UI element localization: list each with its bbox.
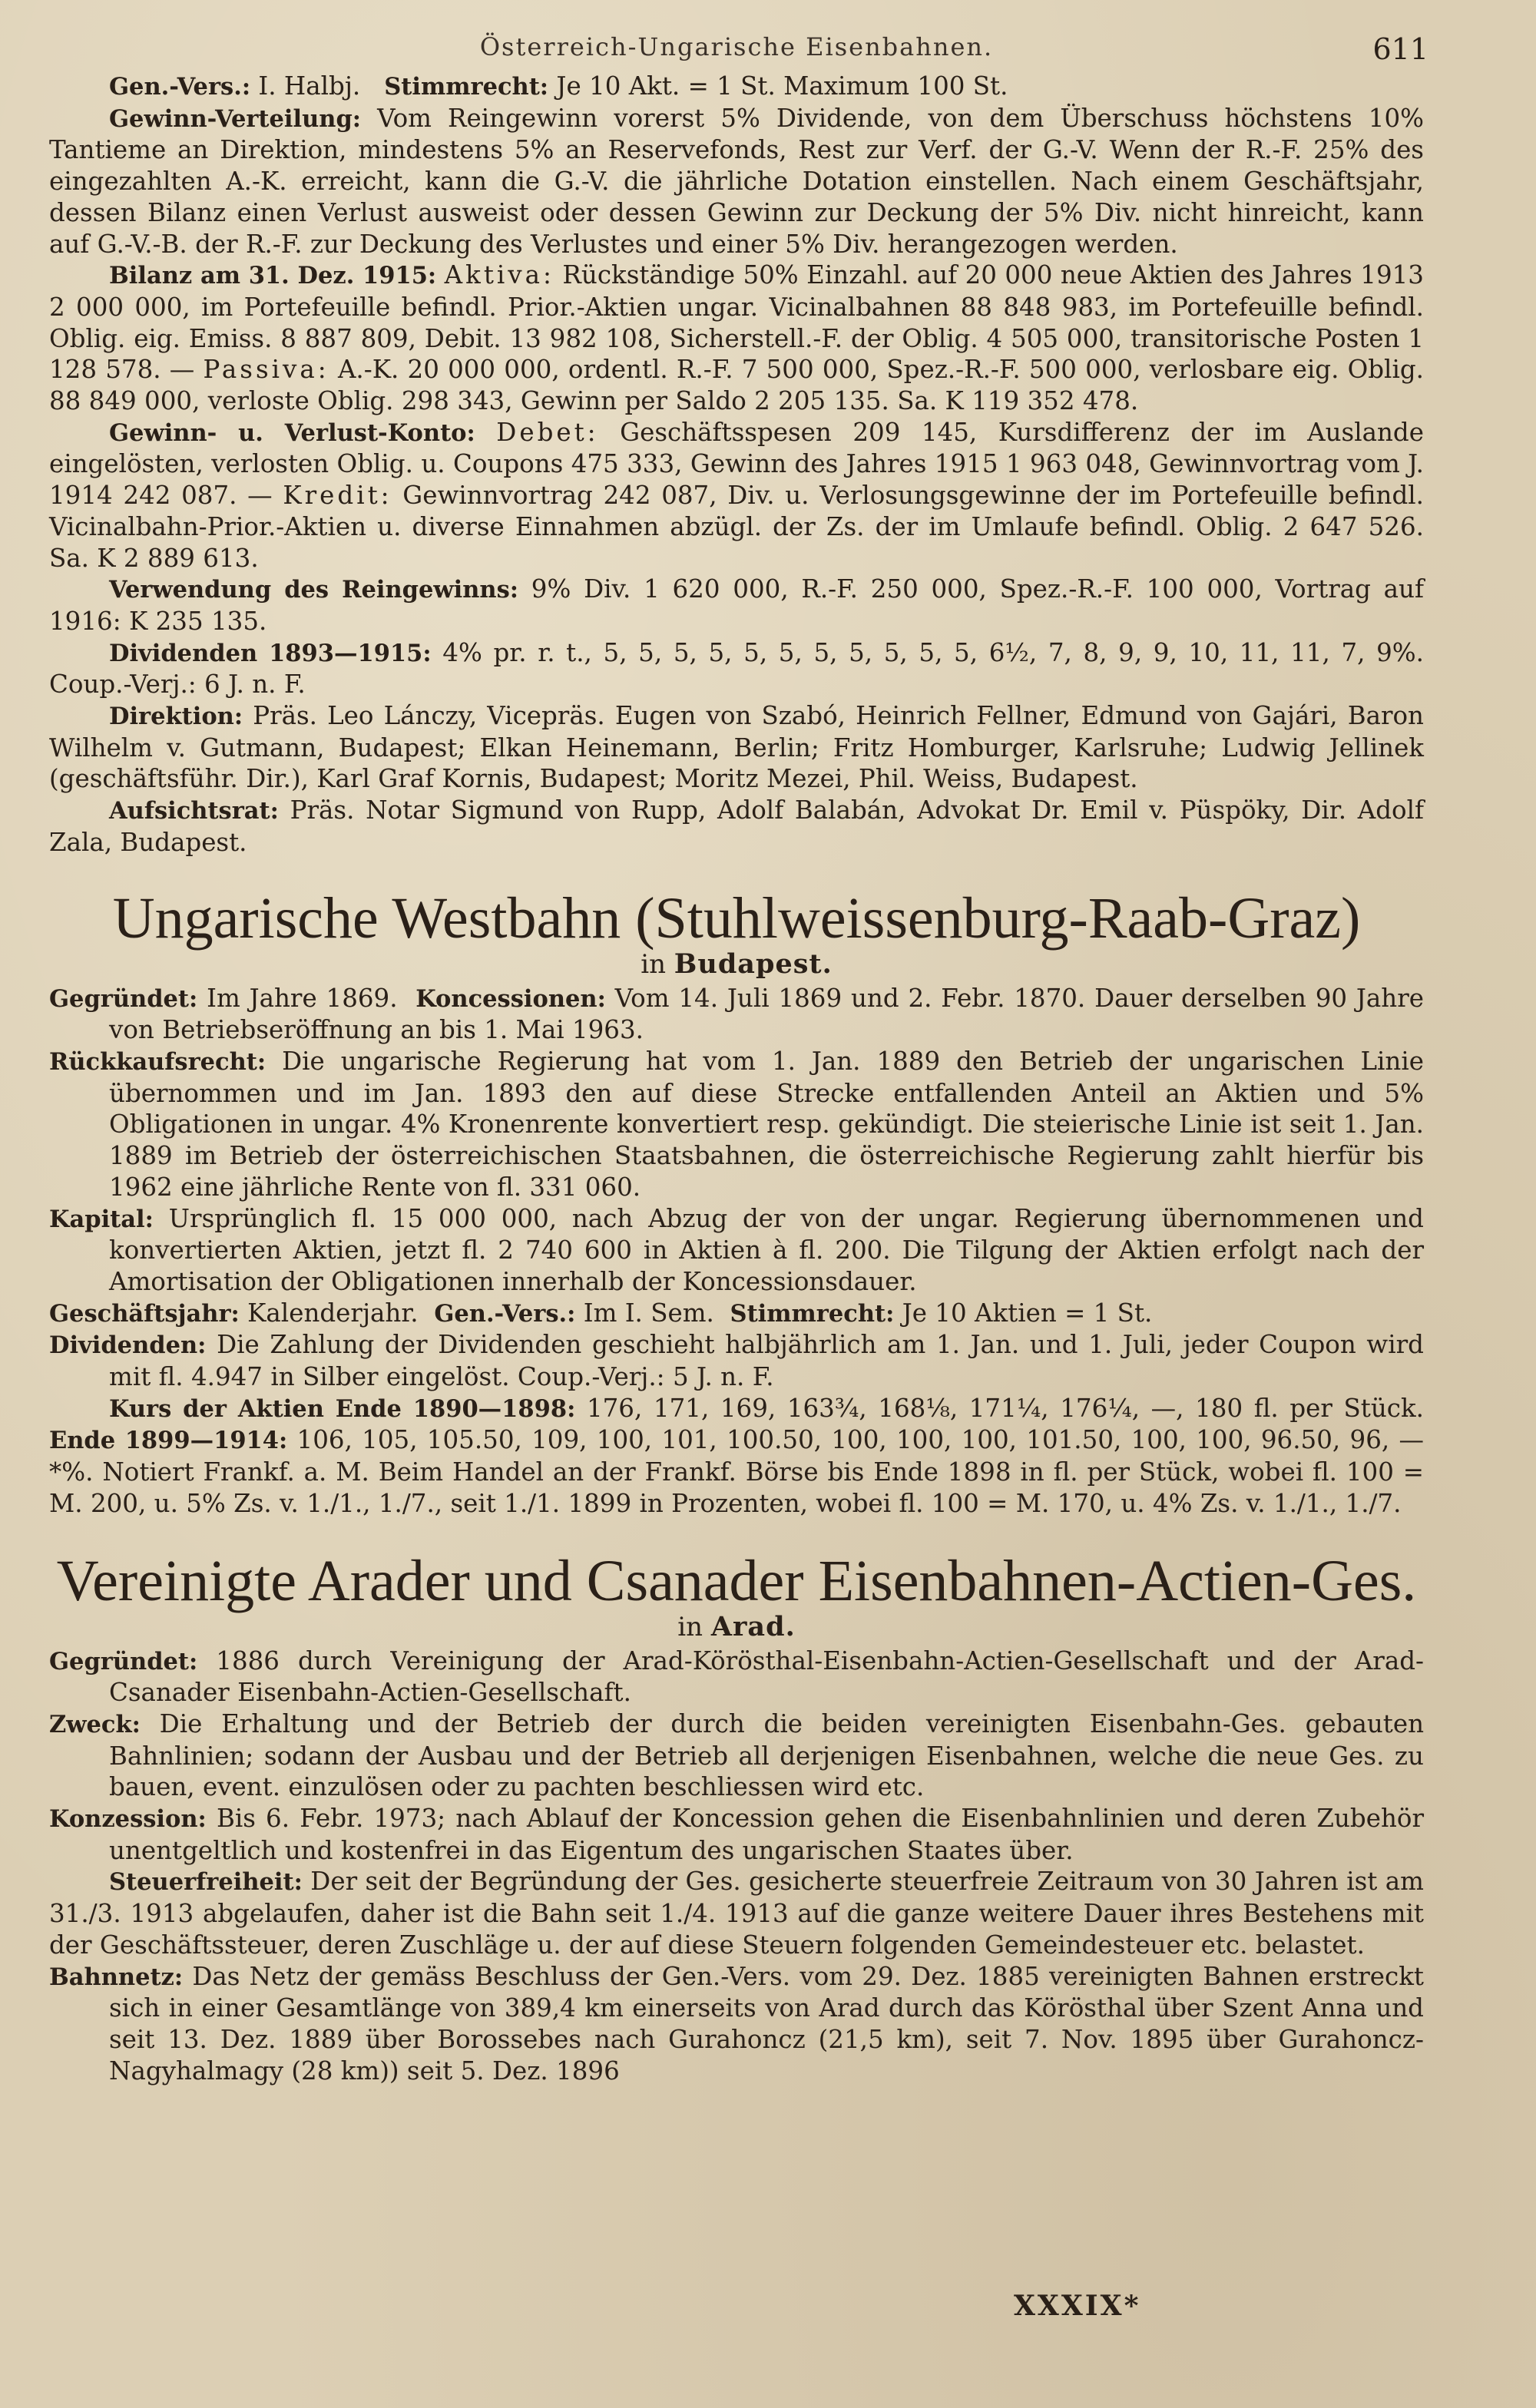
genvers-label: Gen.-Vers.: <box>434 1299 576 1328</box>
passiva-text: A.-K. 20 000 000, ordentl. R.-F. 7 500 000, Spez.-R.-F. 500 000, verlosbare eig. Oblig. 88 849 000, verloste Oblig. 298 343, Gewinn per Saldo 2 205 135. Sa. K 119 352 478. <box>49 355 1424 416</box>
gegruendet3-text: 1886 durch Vereinigung der Arad-Körösthal-Eisenbahn-Actien-Gesellschaft und der Arad-Csanader Eisenbahn-Actien-Gesellschaft. <box>109 1646 1424 1708</box>
geschaeftsjahr-text: Kalenderjahr. <box>247 1298 419 1328</box>
section-title-westbahn: Ungarische Westbahn (Stuhlweissenburg-Raab-Graz) <box>112 885 1361 951</box>
bilanz <box>49 260 1424 417</box>
geschaeftsjahr <box>49 1298 1424 1330</box>
aufsichtsrat <box>49 795 1424 858</box>
dividenden <box>49 637 1424 700</box>
section-location-westbahn <box>49 949 1424 980</box>
signature-mark: XXXIX* <box>1014 2290 1141 2322</box>
konzession-text: Bis 6. Febr. 1973; nach Ablauf der Koncession gehen die Eisenbahnlinien und deren Zubehör unentgeltlich und kostenfrei in das Eigentum des ungarischen Staates über. <box>109 1804 1424 1865</box>
aufsichtsrat-text: Präs. Notar Sigmund von Rupp, Adolf Balabán, Advokat Dr. Emil v. Püspöky, Dir. Adolf Zala, Budapest. <box>49 796 1424 857</box>
gen-vers-text: I. Halbj. <box>258 71 361 101</box>
kurs-der-aktien <box>49 1393 1424 1520</box>
section-title-arad: Vereinigte Arader und Csanader Eisenbahnen-Actien-Ges. <box>56 1548 1417 1613</box>
verwendung <box>49 574 1424 637</box>
stimmrecht2-label: Stimmrecht: <box>730 1299 895 1328</box>
kapital-text: Ursprünglich fl. 15 000 000, nach Abzug der von der ungar. Regierung übernommenen und konvertierten Aktien, jetzt fl. 2 740 600 in Aktien à fl. 200. Die Tilgung der Aktien erfolgt nach der Amortisation der Obligationen innerhalb der Koncessionsdauer. <box>109 1203 1424 1296</box>
debet-text: Geschäftsspesen 209 145, Kursdifferenz der im Auslande eingelösten, verlosten Oblig. u. Coupons 475 333, Gewinn des Jahres 1915 1 963 048, Gewinnvortrag vom J. 1914 242 087. — <box>49 417 1424 511</box>
kredit-label: Kredit: <box>283 481 392 511</box>
bilanz-label: Bilanz am 31. Dez. 1915: <box>109 262 437 290</box>
gegruendet-text: Im Jahre 1869. <box>207 983 398 1013</box>
aktiva-label: Aktiva: <box>444 260 554 290</box>
zweck-text: Die Erhaltung und der Betrieb der durch die beiden vereinigten Eisenbahn-Ges. gebauten Bahnlinien; sodann der Ausbau und der Betrieb all derjenigen Eisenbahnen, welche die neue Ges. zu bauen, event. einzulösen oder zu pachten beschliessen wird etc. <box>109 1708 1424 1802</box>
koncessionen-label: Koncessionen: <box>415 984 606 1013</box>
gegruendet3-label: Gegründet: <box>49 1647 198 1675</box>
gewinn-verlust-konto <box>49 417 1424 574</box>
gen-vers-label: Gen.-Vers.: <box>109 73 251 101</box>
rueckkaufsrecht <box>49 1046 1424 1203</box>
steuerfreiheit <box>49 1866 1424 1960</box>
steuerfreiheit-label: Steuerfreiheit: <box>109 1868 303 1897</box>
gewinn-verteilung-label: Gewinn-Verteilung: <box>109 104 362 133</box>
verwendung-text: 9% Div. 1 620 000, R.-F. 250 000, Spez.-R.-F. 100 000, Vortrag auf 1916: K 235 135. <box>49 574 1425 636</box>
aktiva-text: Rückständige 50% Einzahl. auf 20 000 neue Aktien des Jahres 1913 2 000 000, im Portefeuille befindl. Prior.-Aktien ungar. Vicinalbahnen 88 848 983, im Portefeuille befindl. Oblig. eig. Emiss. 8 887 809, Debit. 13 982 108, Sicherstell.-F. der Oblig. 4 505 000, transitorische Posten 1 128 578. — <box>49 260 1424 385</box>
passiva-label: Passiva: <box>203 355 329 385</box>
rueckkaufsrecht-text: Die ungarische Regierung hat vom 1. Jan. 1889 den Betrieb der ungarischen Linie übernommen und im Jan. 1893 den auf diese Strecke entfallenden Anteil an Aktien und 5% Obligationen in ungar. 4% Kronenrente konvertiert resp. gekündigt. Die steierische Linie ist seit 1. Jan. 1889 im Betrieb der österreichischen Staatsbahnen, die österreichische Regierung zahlt hierfür bis 1962 eine jährliche Rente von fl. 331 060. <box>109 1046 1424 1202</box>
running-head <box>49 26 1428 71</box>
debet-label: Debet: <box>496 417 599 447</box>
kurs1-text: 176, 171, 169, 163¾, 168⅛, 171¼, 176¼, —, 180 fl. per Stück. <box>586 1393 1424 1423</box>
direktion-label: Direktion: <box>109 703 243 731</box>
gvk-label: Gewinn- u. Verlust-Konto: <box>109 418 475 447</box>
zweck <box>49 1708 1424 1803</box>
stimmrecht-label: Stimmrecht: <box>384 73 549 101</box>
location-city: Budapest. <box>674 948 833 980</box>
kurs2-label: Ende 1899—1914: <box>49 1427 288 1455</box>
verwendung-label: Verwendung des Reingewinns: <box>109 576 519 604</box>
gewinn-verteilung <box>49 103 1424 260</box>
geschaeftsjahr-label: Geschäftsjahr: <box>49 1299 240 1328</box>
koncessionen-text: Vom 14. Juli 1869 und 2. Febr. 1870. Dauer derselben 90 Jahre von Betriebseröffnung an bis 1. Mai 1963. <box>109 983 1424 1045</box>
rueckkaufsrecht-label: Rückkaufsrecht: <box>49 1047 266 1076</box>
konzession <box>49 1803 1424 1866</box>
direktion <box>49 700 1424 795</box>
running-title: Österreich-Ungarische Eisenbahnen. <box>479 32 994 61</box>
stimmrecht-text: Je 10 Akt. = 1 St. Maximum 100 St. <box>556 71 1008 101</box>
gegruendet-label: Gegründet: <box>49 984 198 1013</box>
gegruendet-arad <box>49 1646 1424 1708</box>
section-location-arad <box>49 1612 1424 1642</box>
location-city-arad: Arad. <box>710 1610 796 1642</box>
bahnnetz <box>49 1961 1424 2087</box>
steuerfreiheit-text: Der seit der Begründung der Ges. gesicherte steuerfreie Zeitraum von 30 Jahren ist am 31./3. 1913 abgelaufen, daher ist die Bahn seit 1./4. 1913 auf die ganze weitere Dauer ihres Bestehens mit der Geschäftssteuer, deren Zuschläge u. der auf diese Steuern folgenden Gemeindesteuer etc. belastet. <box>49 1867 1424 1960</box>
kredit-text: Gewinnvortrag 242 087, Div. u. Verlosungsgewinne der im Portefeuille befindl. Vicinalbahn-Prior.-Aktien u. diverse Einnahmen abzügl. der Zs. der im Umlaufe befindl. Oblig. 2 647 526. Sa. K 2 889 613. <box>49 481 1424 573</box>
bahnnetz-label: Bahnnetz: <box>49 1963 184 1991</box>
direktion-text: Präs. Leo Lánczy, Vicepräs. Eugen von Szabó, Heinrich Fellner, Edmund von Gajári, Baron Wilhelm v. Gutmann, Budapest; Elkan Heinemann, Berlin; Fritz Homburger, Karlsruhe; Ludwig Jellinek (geschäftsführ. Dir.), Karl Graf Kornis, Budapest; Moritz Mezei, Phil. Weiss, Budapest. <box>49 701 1424 794</box>
bahnnetz-text: Das Netz der gemäss Beschluss der Gen.-Vers. vom 29. Dez. 1885 vereinigten Bahnen erstreckt sich in einer Gesamtlänge von 389,4 km einerseits von Arad durch das Körösthal über Szent Anna und seit 13. Dez. 1889 über Borossebes nach Gurahoncz (21,5 km), seit 7. Nov. 1895 über Gurahoncz-Nagyhalmagy (28 km)) seit 5. Dez. 1896 <box>109 1961 1424 2086</box>
gewinn-verteilung-text: Vom Reingewinn vorerst 5% Dividende, von dem Überschuss höchstens 10% Tantieme an Direktion, mindestens 5% an Reservefonds, Rest zur Verf. der G.-V. Wenn der R.-F. 25% des eingezahlten A.-K. erreicht, kann die G.-V. die jährliche Dotation einstellen. Nach einem Geschäftsjahr, dessen Bilanz einen Verlust ausweist oder dessen Gewinn zur Deckung der 5% Div. nicht hinreicht, kann auf G.-V.-B. der R.-F. zur Deckung des Verlustes und einer 5% Div. herangezogen werden. <box>49 103 1424 259</box>
location-in: in <box>641 948 666 980</box>
gegruendet <box>49 983 1424 1046</box>
kapital <box>49 1203 1424 1298</box>
dividenden-westbahn <box>49 1329 1424 1392</box>
zweck-label: Zweck: <box>49 1710 141 1738</box>
page-number: 611 <box>1372 32 1428 66</box>
genvers-text: Im I. Sem. <box>583 1298 714 1328</box>
konzession-label: Konzession: <box>49 1805 207 1834</box>
page <box>49 26 1428 2086</box>
stimmrecht2-text: Je 10 Aktien = 1 St. <box>902 1298 1153 1328</box>
kurs2-text: 106, 105, 105.50, 109, 100, 101, 100.50, 100, 100, 100, 101.50, 100, 100, 96.50, 96, —*%. Notiert Frankf. a. M. Beim Handel an der Frankf. Börse bis Ende 1898 in fl. per Stück, wobei fl. 100 = M. 200, u. 5% Zs. v. 1./1., 1./7., seit 1./1. 1899 in Prozenten, wobei fl. 100 = M. 170, u. 4% Zs. v. 1./1., 1./7. <box>49 1425 1424 1518</box>
kurs1-label: Kurs der Aktien Ende 1890—1898: <box>109 1394 576 1423</box>
dividenden2-text: Die Zahlung der Dividenden geschieht halbjährlich am 1. Jan. und 1. Juli, jeder Coupon wird mit fl. 4.947 in Silber eingelöst. Coup.-Verj.: 5 J. n. F. <box>109 1330 1424 1392</box>
gen-vers-line <box>49 71 1424 103</box>
dividenden2-label: Dividenden: <box>49 1331 207 1360</box>
dividenden-text: 4% pr. r. t., 5, 5, 5, 5, 5, 5, 5, 5, 5, 5, 5, 6½, 7, 8, 9, 9, 10, 11, 11, 7, 9%. Coup.-Verj.: 6 J. n. F. <box>49 637 1424 700</box>
kapital-label: Kapital: <box>49 1205 154 1233</box>
aufsichtsrat-label: Aufsichtsrat: <box>109 797 279 825</box>
location-in-arad: in <box>677 1611 703 1642</box>
dividenden-label: Dividenden 1893—1915: <box>109 639 432 667</box>
